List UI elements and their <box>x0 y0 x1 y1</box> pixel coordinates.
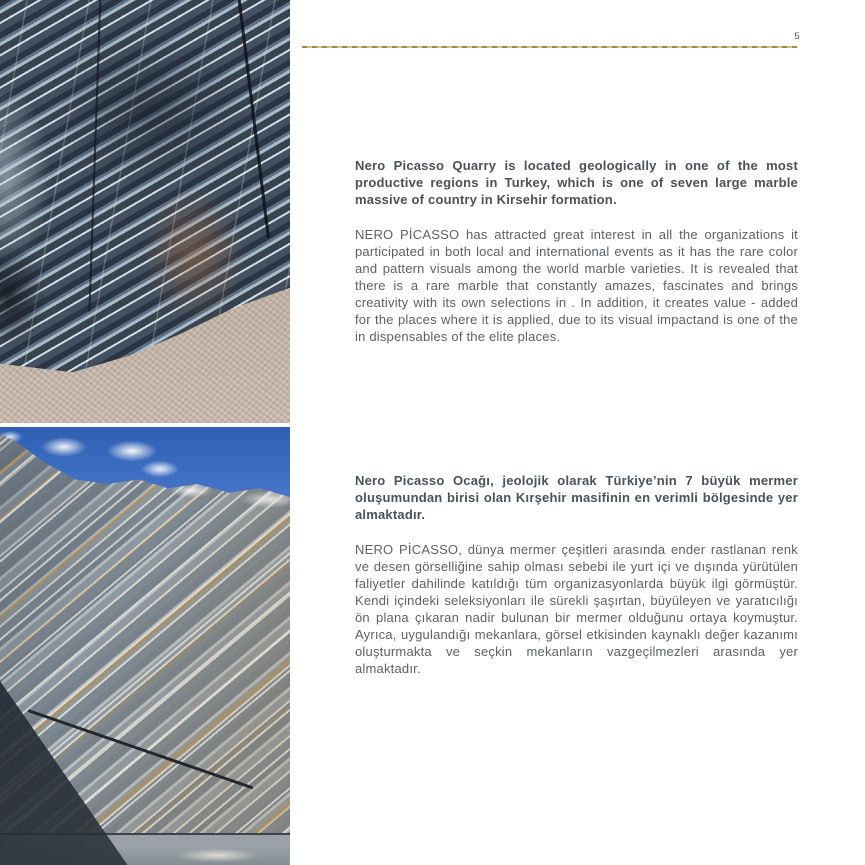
english-heading: Nero Picasso Quarry is located geologically in one of the most productive regions in Turkey, which is one of seven large marble massive of country in Kirsehir formation. <box>355 158 798 207</box>
rock-crack <box>237 0 269 238</box>
turkish-heading: Nero Picasso Ocağı, jeolojik olarak Türkiye’nin 7 büyük mermer oluşumundan birisi olan Kırşehir masifinin en verimli bölgesinde yer almaktadır. <box>355 473 798 522</box>
quarry-face-sky-photo <box>0 427 290 865</box>
english-paragraph: NERO PİCASSO has attracted great interest in all the organizations it participated in both local and international events as it has the rare color and pattern visuals among the world marble varieties. It is revealed that there is a rare marble that constantly amazes, fascinates and brings creativity with its own selections in . In addition, it creates value - added for the places where it is applied, due to its visual impactand is one of the in dispensables of the elite places. <box>355 227 798 344</box>
turkish-paragraph: NERO PİCASSO, dünya mermer çeşitleri arasında ender rastlanan renk ve desen görselliğine sahip olması sebebi ile yurt içi ve dışında yürütülen faliyetler dahilinde katıldığı tüm organizasyonlarda büyük ilgi görmüştür. Kendi içindeki seleksiyonları ile sürekli şaşırtan, büyüleyen ve yaratıcılığı ön plana çıkaran nadir bulunan bir mermer olduğunu ortaya koymuştur. Ayrıca, uygulandığı mekanlara, görsel etkisinden kaynaklı değer kazanımı oluşturmakta ve seçkin mekanların vazgeçilmezleri arasında yer almaktadır. <box>355 542 798 676</box>
rock-crack <box>88 0 101 312</box>
page-number: 5 <box>794 31 800 42</box>
quarry-marble-wall-photo <box>0 0 290 423</box>
header-rule <box>302 46 797 48</box>
